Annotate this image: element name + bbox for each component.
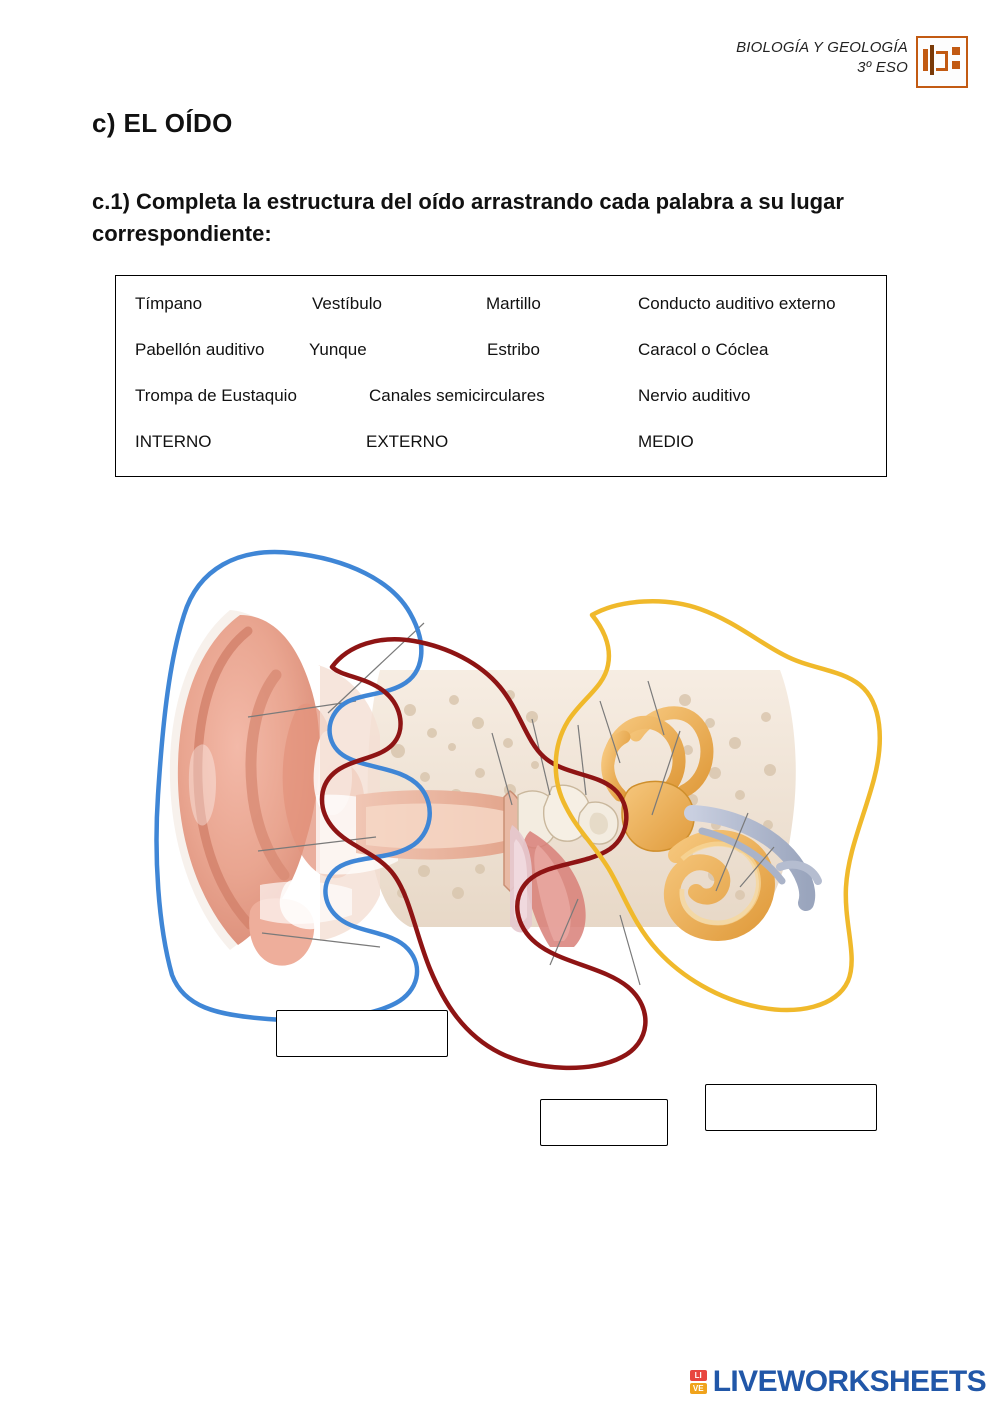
dropzone-inner-ear[interactable] <box>705 1084 877 1131</box>
word-chip[interactable]: MEDIO <box>638 432 694 451</box>
word-chip[interactable]: Canales semicirculares <box>369 386 545 405</box>
pinna-illustration <box>170 610 398 966</box>
word-bank <box>115 275 887 477</box>
word-chip[interactable]: Nervio auditivo <box>638 386 751 405</box>
brand-tile-li: LI <box>690 1370 707 1381</box>
word-chip[interactable]: Martillo <box>486 294 541 313</box>
liveworksheets-logo[interactable] <box>690 1365 986 1399</box>
ear-diagram <box>80 495 920 1075</box>
dropzone-middle-ear[interactable] <box>540 1099 668 1146</box>
word-chip[interactable]: Yunque <box>309 340 367 359</box>
word-chip[interactable]: Caracol o Cóclea <box>638 340 769 359</box>
word-chip[interactable]: Conducto auditivo externo <box>638 294 836 313</box>
ear-anatomy-illustration <box>80 495 920 1075</box>
brand-tile-ve: VE <box>690 1383 707 1394</box>
school-logo-icon <box>916 36 968 88</box>
word-chip[interactable]: Vestíbulo <box>312 294 382 313</box>
word-chip[interactable]: Pabellón auditivo <box>135 340 265 359</box>
document-header <box>736 38 908 79</box>
word-chip[interactable]: INTERNO <box>135 432 212 451</box>
word-chip[interactable]: EXTERNO <box>366 432 449 451</box>
dropzone-outer-ear[interactable] <box>276 1010 448 1057</box>
brand-tiles <box>690 1370 707 1394</box>
header-subject: BIOLOGÍA Y GEOLOGÍA <box>736 39 908 56</box>
exercise-instructions: c.1) Completa la estructura del oído arrastrando cada palabra a su lugar correspondiente: <box>92 189 844 246</box>
word-chip[interactable]: Estribo <box>487 340 540 359</box>
word-chip[interactable]: Trompa de Eustaquio <box>135 386 297 405</box>
header-course: 3º ESO <box>857 59 908 77</box>
brand-name: LIVEWORKSHEETS <box>712 1365 986 1398</box>
auditory-canal <box>356 790 512 860</box>
word-chip[interactable]: Tímpano <box>135 294 203 313</box>
page-title: c) EL OÍDO <box>92 108 233 138</box>
